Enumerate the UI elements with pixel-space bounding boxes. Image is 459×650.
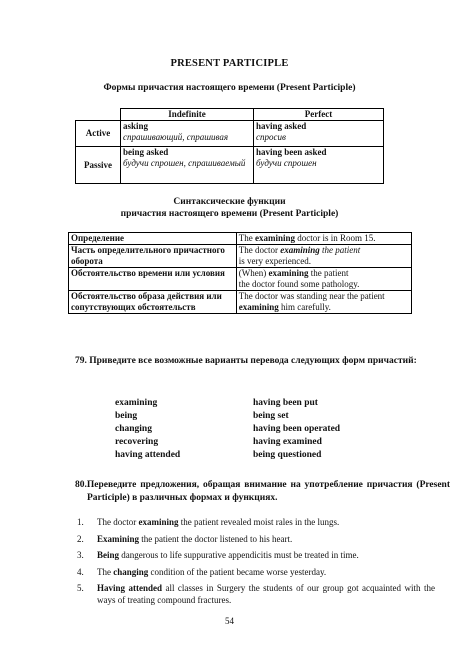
form-translation: спрашивающий, спрашивая — [123, 132, 229, 142]
list-item: 1. The doctor examining the patient revealed moist rales in the lungs. — [77, 517, 340, 527]
exercise-80-sentences — [77, 517, 435, 611]
syntax-heading-line1: Синтаксические функции — [173, 197, 286, 207]
forms-row-label: Passive — [76, 147, 121, 184]
forms-row-active — [76, 121, 384, 147]
list-item: 2. Examining the patient the doctor listened to his heart. — [77, 533, 293, 544]
forms-header-indefinite: Indefinite — [121, 109, 254, 121]
syntax-example: The examining doctor is in Room 15. — [236, 233, 411, 245]
participle-form: being questioned — [253, 450, 322, 460]
participle-form: having examined — [253, 437, 322, 447]
sentence-number: 2. — [77, 533, 84, 544]
participle-form: recovering — [115, 437, 159, 447]
exercise-79-right-column — [253, 397, 340, 462]
syntax-function: Обстоятельство времени или условия — [69, 268, 237, 291]
participle-form: having been operated — [253, 424, 341, 434]
form-english: asking — [123, 121, 149, 131]
exercise-79-left-column — [115, 397, 180, 462]
sentence-number: 1. — [77, 517, 84, 527]
syntax-row — [69, 245, 412, 268]
syntax-heading — [0, 196, 459, 220]
forms-cell-perfect — [254, 147, 384, 184]
exercise-80-heading: 80.Переведите предложения, обращая внимание на употребление причастия (Present Participle) в различных формах и функциях. — [75, 480, 450, 503]
syntax-row — [69, 233, 412, 245]
forms-header-perfect: Perfect — [254, 109, 384, 121]
forms-cell-indefinite — [121, 121, 254, 147]
forms-subtitle: Формы причастия настоящего времени (Present Participle) — [103, 83, 356, 93]
form-translation: спросив — [256, 132, 286, 142]
syntax-function: Часть определительного причастного оборота — [69, 245, 237, 268]
participle-form: changing — [115, 424, 152, 434]
page-title: PRESENT PARTICIPLE — [170, 58, 289, 69]
form-translation: будучи спрошен, спрашиваемый — [123, 158, 246, 168]
forms-corner-cell — [76, 109, 121, 121]
participle-form: being set — [253, 411, 289, 421]
syntax-function: Определение — [69, 233, 237, 245]
list-item: 3. Being dangerous to life suppurative appendicitis must be treated in time. — [77, 550, 359, 560]
sentence-number: 4. — [77, 566, 84, 577]
form-english: being asked — [123, 147, 169, 157]
list-item: 5. Having attended all classes in Surgery the students of our group got acquainted with the ways of treating compound fractures. — [77, 583, 435, 605]
participle-form: examining — [115, 398, 158, 408]
exercise-79-heading: 79. Приведите все возможные варианты перевода следующих форм причастий: — [75, 356, 417, 366]
forms-row-passive — [76, 147, 384, 184]
syntax-example: The doctor was standing near the patient examining him carefully. — [236, 291, 411, 314]
syntax-example: (When) examining the patient the doctor found some pathology. — [236, 268, 411, 291]
form-english: having been asked — [256, 147, 327, 157]
syntax-functions-table — [68, 232, 412, 314]
forms-header-row — [76, 109, 384, 121]
participle-form: being — [115, 411, 138, 421]
participle-form: having been put — [253, 398, 318, 408]
syntax-function: Обстоятельство образа действия или сопутствующих обстоятельств — [69, 291, 237, 314]
sentence-number: 5. — [77, 583, 84, 593]
form-translation: будучи спрошен — [256, 158, 317, 168]
syntax-row — [69, 268, 412, 291]
participle-form: having attended — [115, 450, 181, 460]
list-item: 4. The changing condition of the patient became worse yesterday. — [77, 566, 327, 577]
syntax-heading-line2: причастия настоящего времени (Present Participle) — [120, 209, 339, 219]
forms-cell-perfect — [254, 121, 384, 147]
form-english: having asked — [256, 121, 307, 131]
forms-row-label: Active — [76, 121, 121, 147]
syntax-row — [69, 291, 412, 314]
forms-cell-indefinite — [121, 147, 254, 184]
syntax-example: The doctor examining the patient is very experienced. — [236, 245, 411, 268]
participle-forms-table — [75, 108, 384, 184]
sentence-number: 3. — [77, 550, 84, 560]
page-number: 54 — [225, 616, 234, 626]
